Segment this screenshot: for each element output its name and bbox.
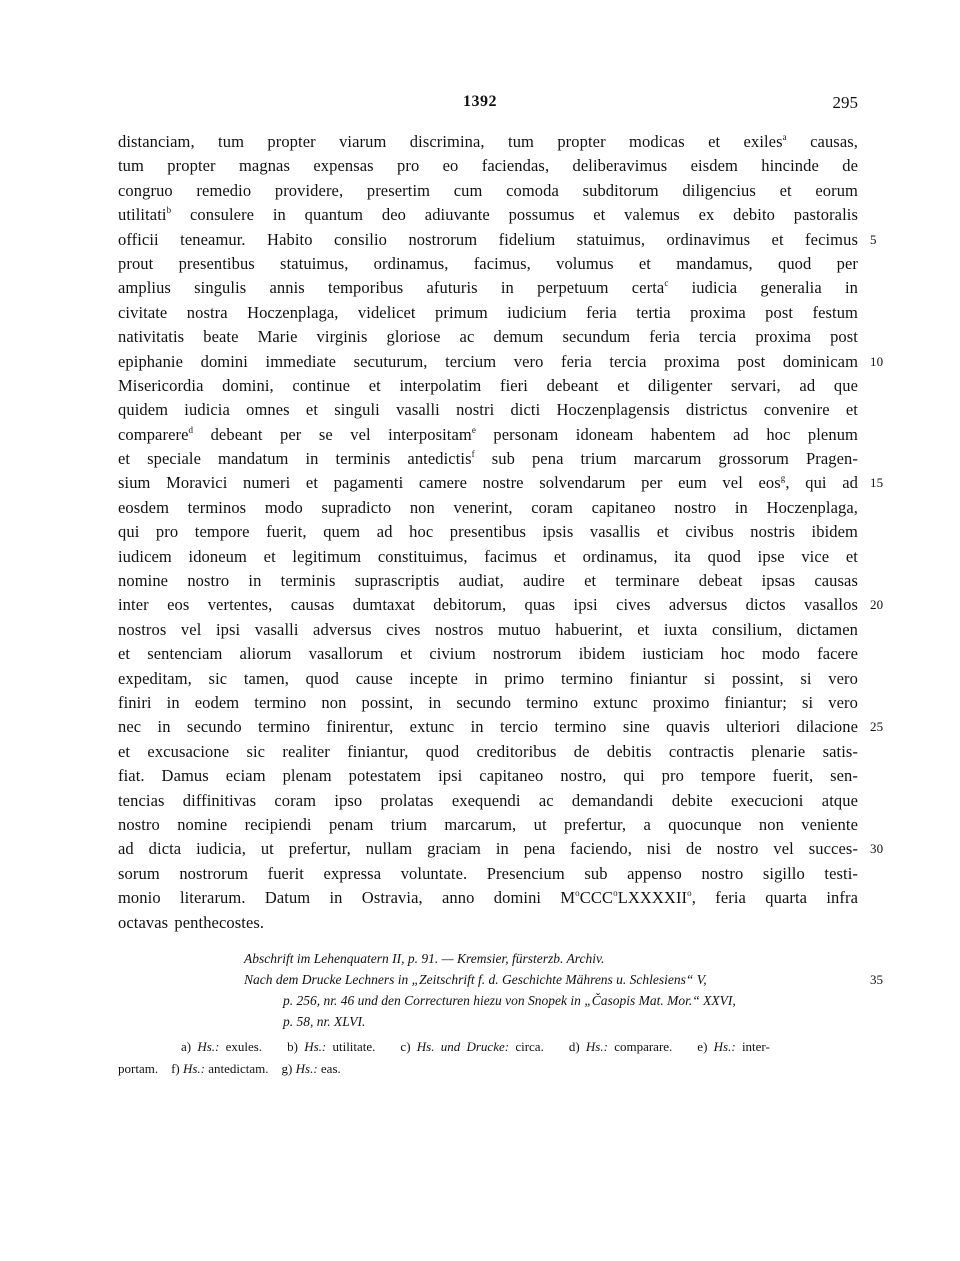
footnote-line: a) Hs.: exules. b) Hs.: utilitate. c) Hs. und Drucke: circa. d) Hs.: comparare. e) Hs.: inter- [181,1039,770,1054]
text-line-content: monio literarum. Datum in Ostravia, anno domini $M^oCCC^oLXXXXII^o$, feria quarta infra [118,888,858,908]
source-line [118,1011,858,1032]
text-line-content: civitate nostra Hoczenplaga, videlicet primum iudicium feria tertia proxima post festum [118,302,858,322]
source-notes [118,948,883,1032]
text-line-content: inter eos vertentes, causas dumtaxat debitorum, quas ipsi cives adversus dictos vasallos [118,595,858,615]
text-line [118,569,858,593]
text-line [118,154,858,178]
text-line [118,545,858,569]
text-line-content: Misericordia domini, continue et interpolatim fieri debeant et diligenter servari, ad que [118,375,858,395]
text-line [118,203,858,227]
text-line [118,301,858,325]
text-line-content: octavas penthecostes. [118,912,265,932]
source-line-content: p. 58, nr. XLVI. [283,1014,366,1029]
line-number: 15 [870,475,884,491]
text-line [118,130,858,154]
line-number: 25 [870,719,884,735]
text-line-content: comparere$^d$ debeant per se vel interpositam$^e$ personam idoneam habentem ad hoc plenum [118,424,858,444]
source-line-content: Abschrift im Lehenquatern II, p. 91. — Kremsier, fürsterzb. Archiv. [244,951,605,966]
text-line [118,740,858,764]
footnotes [118,1036,858,1080]
text-line-content: et excusacione sic realiter finiantur, quod creditoribus de debitis contractis plenarie satis- [118,741,858,761]
text-line [118,911,858,935]
text-line [118,447,858,471]
text-line [118,593,884,617]
text-line [118,813,858,837]
text-line-content: nostro nomine recipiendi penam trium marcarum, ut prefertur, a quocunque non veniente [118,814,858,834]
text-line-content: utilitati$^b$ consulere in quantum deo adiuvante possumus et valemus ex debito pastoralis [118,205,858,225]
text-line [118,520,858,544]
text-line-content: distanciam, tum propter viarum discrimina, tum propter modicas et exiles$^a$ causas, [118,132,858,151]
text-line-content: quidem iudicia omnes et singuli vasalli nostri dicti Hoczenplagensis districtus convenire et [118,400,858,420]
text-line [118,325,858,349]
footnote-line: portam. f) Hs.: antedictam. g) Hs.: eas. [118,1061,341,1076]
source-line-content: Nach dem Drucke Lechners in „Zeitschrift f. d. Geschichte Mährens u. Schlesiens“ V, [244,972,707,987]
text-line-content: officii teneamur. Habito consilio nostrorum fidelium statuimus, ordinavimus et fecimus [118,229,858,249]
text-line-content: prout presentibus statuimus, ordinamus, facimus, volumus et mandamus, quod per [118,253,858,273]
text-line [118,398,858,422]
line-number: 35 [870,972,883,987]
text-line [118,764,858,788]
text-line [118,179,858,203]
line-number: 20 [870,597,884,613]
source-line-content: p. 256, nr. 46 und den Correcturen hiezu von Snopek in „Časopis Mat. Mor.“ XXVI, [283,993,736,1008]
text-line-content: et sentenciam aliorum vasallorum et civium nostrorum ibidem iusticiam hoc modo facere [118,644,858,664]
text-line-content: nativitatis beate Marie virginis gloriose ac demum secundum feria tercia proxima post [118,327,858,347]
text-line [118,350,884,374]
text-line-content: fiat. Damus eciam plenam potestatem ipsi capitaneo nostro, qui pro tempore fuerit, sen- [118,766,858,786]
text-line-content: qui pro tempore fuerit, quem ad hoc presentibus ipsis vasallis et civibus nostris ibidem [118,522,858,542]
text-line-content: sorum nostrorum fuerit expressa voluntate. Presencium sub appenso nostro sigillo testi- [118,863,858,883]
text-line [118,837,884,861]
source-line [118,969,883,990]
text-line-content: nostros vel ipsi vasalli adversus cives nostros mutuo habuerint, et iuxta consilium, dictamen [118,619,858,639]
source-line [118,990,858,1011]
text-line-content: tencias diffinitivas coram ipso prolatas exequendi ac demandandi debite execucioni atque [118,790,858,810]
text-line-content: nomine nostro in terminis suprascriptis audiat, audire et terminare debeat ipsas causas [118,571,858,591]
text-line [118,276,858,300]
page-year: 1392 [463,93,497,110]
text-line [118,471,884,495]
text-line [118,886,858,910]
text-line [118,691,858,715]
line-number: 10 [870,353,884,369]
text-line [118,715,884,739]
text-line [118,496,858,520]
page-header [118,93,858,117]
line-number: 30 [870,841,884,857]
text-line [118,667,858,691]
text-line-content: tum propter magnas expensas pro eo faciendas, deliberavimus eisdem hincinde de [118,156,858,176]
text-line [118,618,858,642]
text-line-content: ad dicta iudicia, ut prefertur, nullam graciam in pena faciendo, nisi de nostro vel succes- [118,839,858,859]
text-line-content: iudicem idoneum et legitimum constituimus, facimus et ordinamus, ita quod ipse vice et [118,546,858,566]
text-line [118,374,858,398]
text-line-content: et speciale mandatum in terminis antedictis$^f$ sub pena trium marcarum grossorum Pragen- [118,449,858,469]
text-line-content: expeditam, sic tamen, quod cause incepte in primo termino finiantur si possint, si vero [118,668,858,688]
text-line-content: nec in secundo termino finirentur, extunc in tercio termino sine quavis ulteriori dilacione [118,717,858,737]
text-line [118,252,858,276]
text-line-content: eosdem terminos modo supradicto non venerint, coram capitaneo nostro in Hoczenplaga, [118,497,858,517]
text-line [118,862,858,886]
charter-text [118,130,884,935]
text-line-content: sium Moravici numeri et pagamenti camere nostre solvendarum per eum vel eos$^g$, qui ad [118,473,858,493]
text-line-content: finiri in eodem termino non possint, in secundo termino extunc proximo finiantur; si vero [118,692,858,712]
text-line [118,423,858,447]
source-line [118,948,858,969]
text-line [118,642,858,666]
text-line [118,228,877,252]
text-line-content: epiphanie domini immediate secuturum, tercium vero feria tercia proxima post dominicam [118,351,858,371]
page-number: 295 [832,93,858,112]
text-line-content: congruo remedio providere, presertim cum comoda subditorum diligencius et eorum [118,180,858,200]
text-line-content: amplius singulis annis temporibus afuturis in perpetuum certa$^c$ iudicia generalia in [118,278,859,298]
line-number: 5 [870,231,877,247]
text-line [118,789,858,813]
